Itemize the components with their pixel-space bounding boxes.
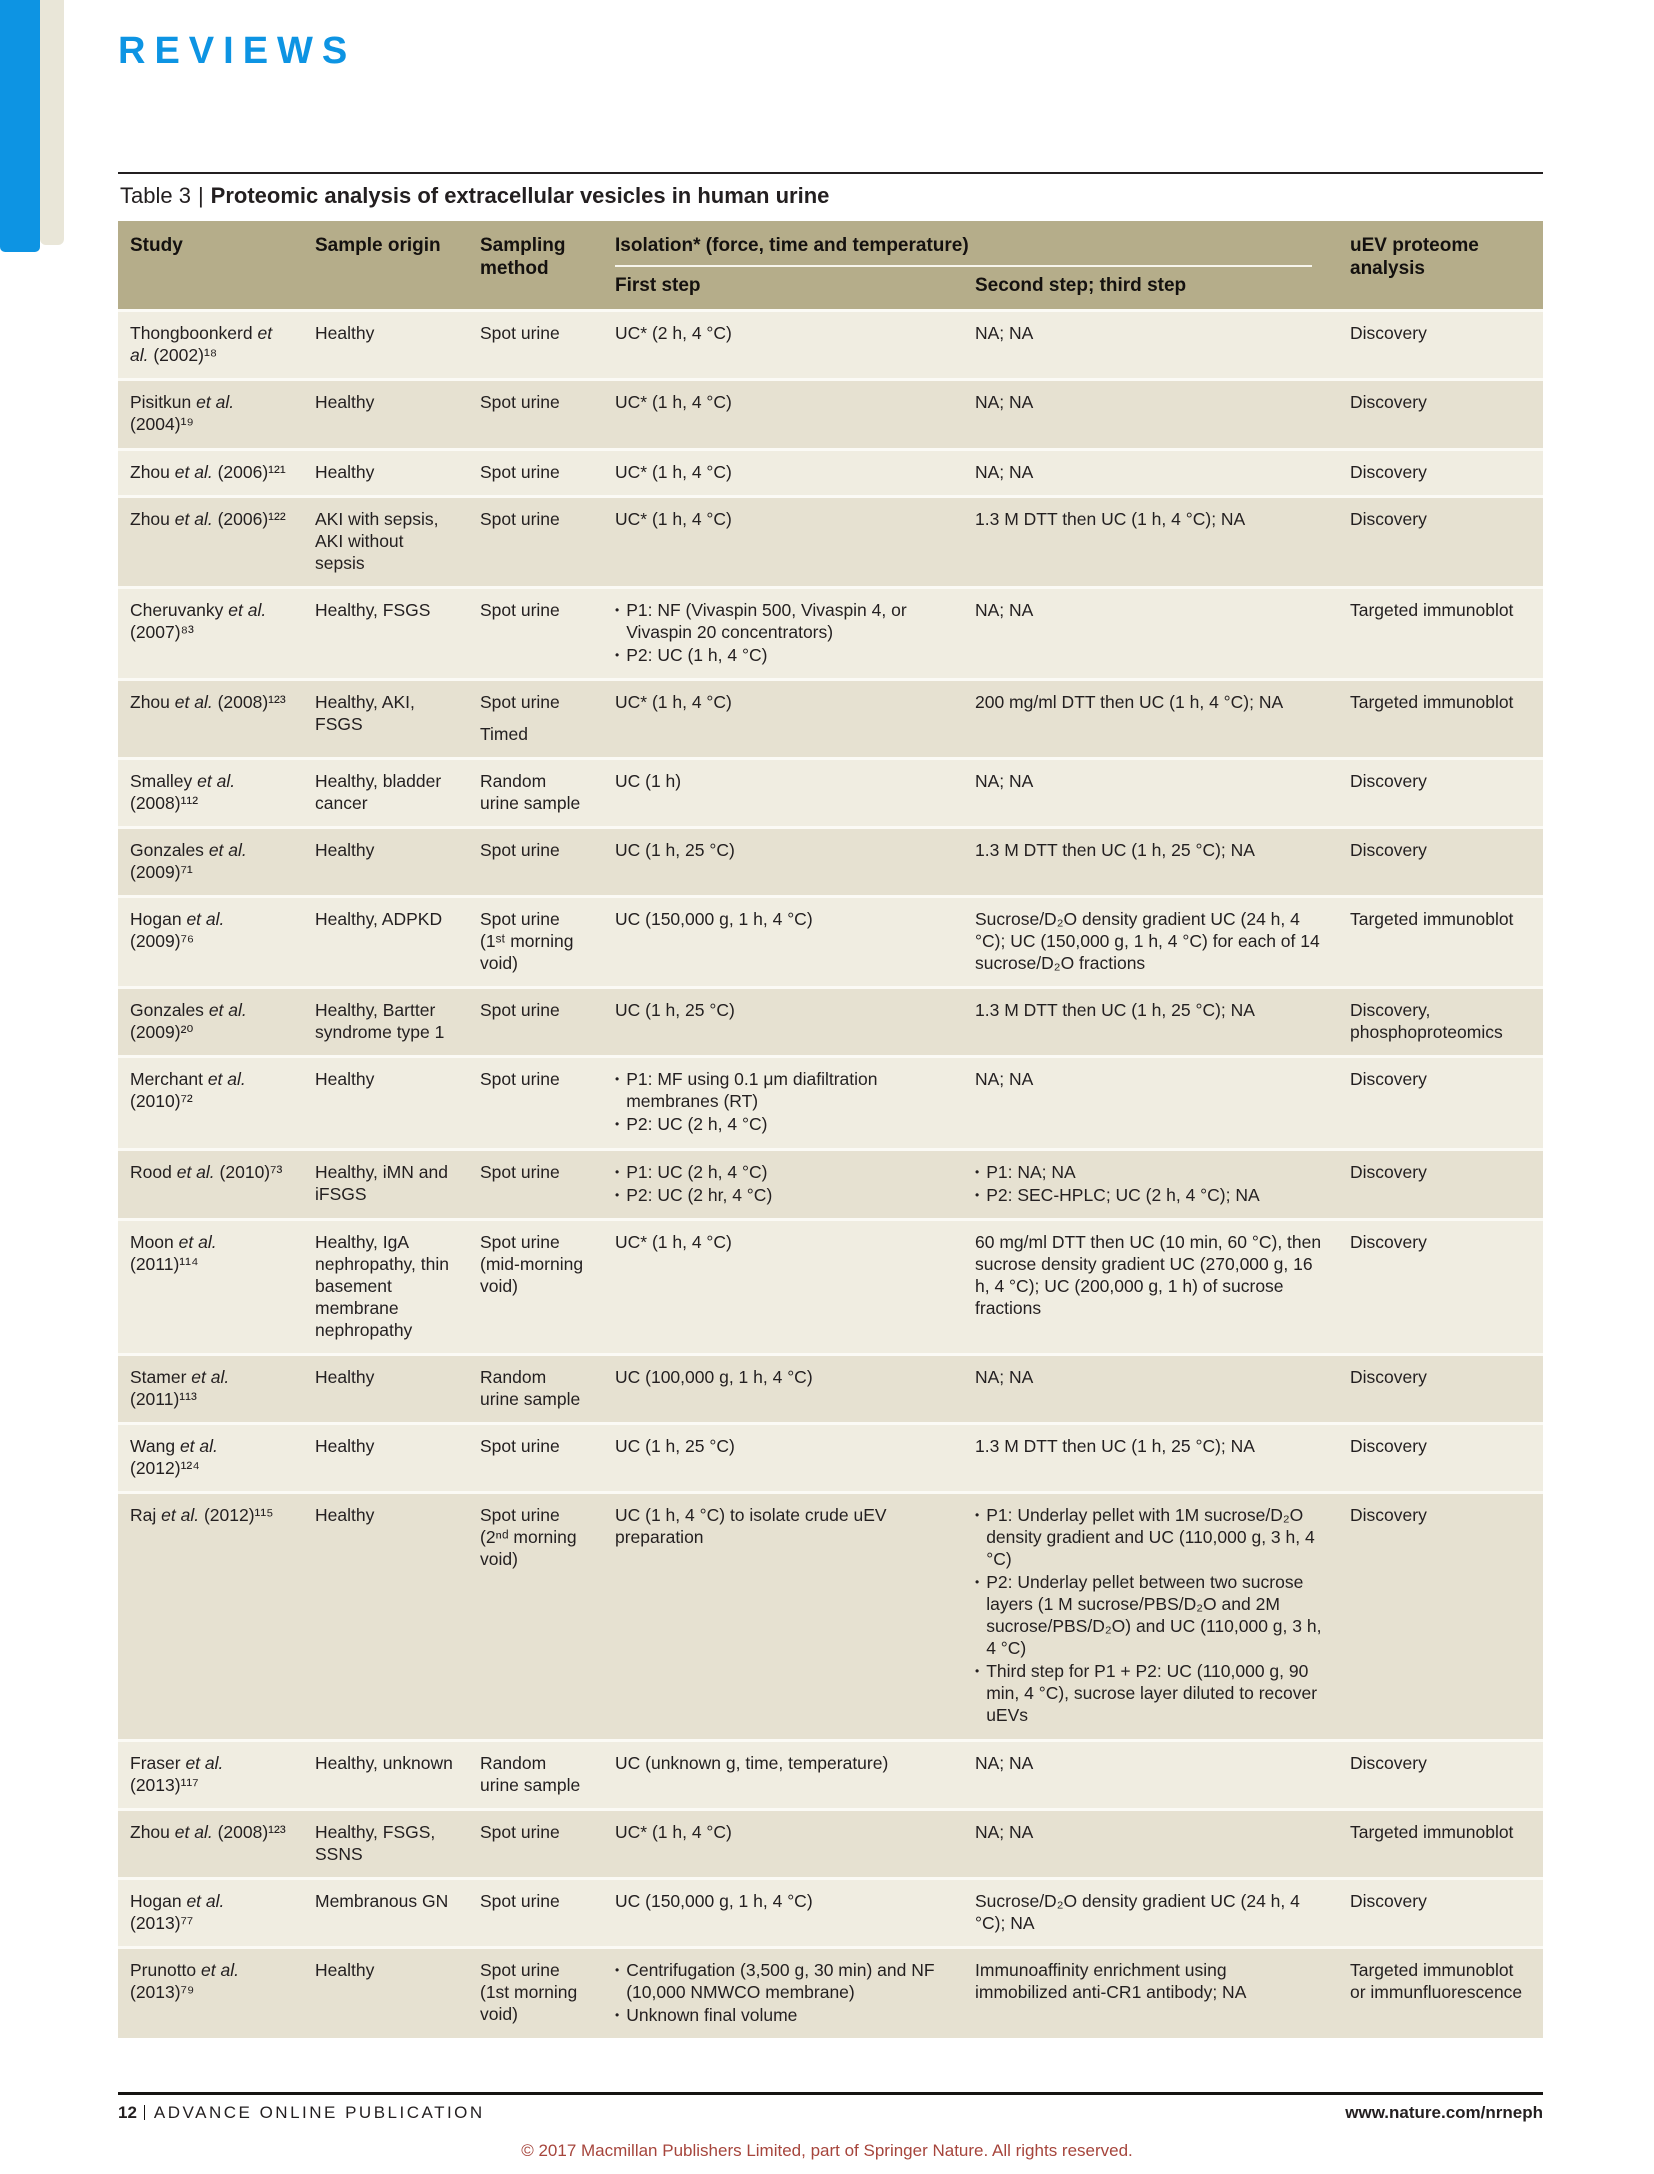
sampling-method-cell: Spot urine <box>480 461 560 482</box>
study-cell <box>118 451 303 495</box>
table-container <box>118 172 1543 2038</box>
study-cell <box>118 1742 303 1808</box>
study-etal: et al. <box>208 840 247 861</box>
bullet-text: P1: Underlay pellet with 1M sucrose/D₂O density gradient and UC (110,000 g, 3 h, 4 °C) <box>986 1505 1315 1570</box>
bullet-item <box>615 1959 948 2003</box>
isolation-first-step-cell: UC (150,000 g, 1 h, 4 °C) <box>615 909 813 930</box>
bullet-item <box>615 1113 948 1135</box>
study-year-ref: (2002)¹⁸ <box>153 345 218 366</box>
table-row <box>118 986 1543 1055</box>
col-header-sample-origin: Sample origin <box>315 235 441 256</box>
isolation-subheaders <box>603 267 1338 309</box>
study-authors: Thongboonkerd <box>130 323 253 344</box>
bullet-marker: • <box>975 1508 980 1523</box>
bullet-text: Third step for P1 + P2: UC (110,000 g, 90 min, 4 °C), sucrose layer diluted to recover uEVs <box>986 1661 1318 1726</box>
bullet-marker: • <box>975 1164 980 1179</box>
table-number: Table 3 <box>120 183 191 208</box>
study-year-ref: (2004)¹⁹ <box>130 414 194 435</box>
study-etal: et al. <box>186 909 225 930</box>
study-authors: Gonzales <box>130 1000 204 1021</box>
uev-analysis-cell: Targeted immunoblot <box>1350 691 1514 712</box>
study-etal: et al. <box>174 508 213 529</box>
table-title-text: Proteomic analysis of extracellular vesicles in human urine <box>210 183 830 208</box>
bullet-text: P2: SEC-HPLC; UC (2 h, 4 °C); NA <box>986 1184 1260 1205</box>
table-row <box>118 1422 1543 1491</box>
study-year-ref: (2011)¹¹³ <box>130 1388 197 1409</box>
study-year-ref: (2009)²⁰ <box>130 1022 194 1043</box>
study-authors: Hogan <box>130 909 182 930</box>
study-etal: et al. <box>176 1161 215 1182</box>
col-header-isolation-group <box>603 221 1338 309</box>
sampling-method-cell: Spot urine (1ˢᵗ morning void) <box>480 909 574 974</box>
study-cell <box>118 1356 303 1422</box>
study-authors: Raj <box>130 1505 157 1526</box>
sample-origin-cell: Healthy <box>315 1366 375 1387</box>
table-title-separator: | <box>197 183 204 208</box>
study-year-ref: (2010)⁷³ <box>219 1161 283 1182</box>
study-cell <box>118 681 303 757</box>
study-authors: Zhou <box>130 461 170 482</box>
sampling-method-cell: Spot urine <box>480 1821 560 1842</box>
table-row <box>118 678 1543 757</box>
bullet-item <box>615 1068 948 1112</box>
study-cell <box>118 1058 303 1147</box>
sample-origin-cell: AKI with sepsis, AKI without sepsis <box>315 508 439 573</box>
uev-analysis-cell: Discovery <box>1350 1069 1427 1090</box>
study-etal: et al. <box>179 1435 218 1456</box>
bullet-item <box>975 1504 1323 1570</box>
table-row <box>118 1353 1543 1422</box>
study-year-ref: (2006)¹²¹ <box>217 461 286 482</box>
study-etal: et al. <box>186 1890 225 1911</box>
uev-analysis-cell: Discovery <box>1350 1231 1427 1252</box>
bullet-item <box>975 1161 1323 1183</box>
uev-analysis-cell: Discovery <box>1350 392 1427 413</box>
isolation-second-step-cell: NA; NA <box>975 461 1034 482</box>
sample-origin-cell: Healthy <box>315 1435 375 1456</box>
sample-origin-cell: Healthy <box>315 392 375 413</box>
isolation-second-step-cell: 1.3 M DTT then UC (1 h, 25 °C); NA <box>975 840 1255 861</box>
uev-analysis-cell: Discovery <box>1350 461 1427 482</box>
uev-analysis-cell: Discovery <box>1350 840 1427 861</box>
isolation-second-step-cell: 60 mg/ml DTT then UC (10 min, 60 °C), then sucrose density gradient UC (270,000 g, 16 h, 4 °C); UC (200,000 g, 1 h) of sucrose fractions <box>975 1231 1322 1318</box>
uev-analysis-cell: Discovery <box>1350 508 1427 529</box>
bullet-item <box>975 1184 1323 1206</box>
study-year-ref: (2011)¹¹⁴ <box>130 1253 199 1274</box>
table-row <box>118 448 1543 495</box>
page-footer <box>118 2092 1543 2123</box>
sampling-method-cell: Spot urine (mid-morning void) <box>480 1231 584 1296</box>
isolation-first-step-cell <box>603 1151 963 1218</box>
uev-analysis-cell: Discovery <box>1350 1366 1427 1387</box>
isolation-first-step-cell: UC (1 h, 4 °C) to isolate crude uEV preparation <box>615 1505 887 1548</box>
study-cell <box>118 498 303 586</box>
study-cell <box>118 760 303 826</box>
uev-analysis-cell: Discovery <box>1350 1505 1427 1526</box>
sample-origin-cell: Healthy, Bartter syndrome type 1 <box>315 1000 445 1043</box>
study-cell <box>118 589 303 678</box>
study-authors: Hogan <box>130 1890 182 1911</box>
study-etal: et al. <box>130 323 273 366</box>
isolation-second-step-cell <box>963 1494 1338 1738</box>
table-row <box>118 1877 1543 1946</box>
bullet-marker: • <box>615 1117 620 1132</box>
bullet-item <box>975 1571 1323 1659</box>
isolation-first-step-cell: UC (1 h, 25 °C) <box>615 840 735 861</box>
copyright-notice: © 2017 Macmillan Publishers Limited, part of Springer Nature. All rights reserved. <box>521 2141 1133 2160</box>
sampling-method-cell: Spot urine <box>480 1069 560 1090</box>
footer-separator <box>144 2105 145 2120</box>
sampling-method-cell: Spot urine <box>480 392 560 413</box>
isolation-second-step-cell: Immunoaffinity enrichment using immobilized anti-CR1 antibody; NA <box>975 1959 1247 2002</box>
isolation-first-step-cell: UC* (2 h, 4 °C) <box>615 323 732 344</box>
bullet-marker: • <box>975 1575 980 1590</box>
table-row <box>118 1808 1543 1877</box>
study-year-ref: (2013)⁷⁷ <box>130 1912 194 1933</box>
table-row <box>118 586 1543 678</box>
bullet-text: P2: Underlay pellet between two sucrose layers (1 M sucrose/PBS/D₂O and 2M sucrose/PBS/D₂O) and UC (110,000 g, 3 h, 4 °C) <box>986 1572 1322 1659</box>
study-etal: et al. <box>201 1959 239 1980</box>
study-cell <box>118 989 303 1055</box>
uev-analysis-cell: Discovery <box>1350 1435 1427 1456</box>
isolation-second-step-cell: Sucrose/D₂O density gradient UC (24 h, 4 °C); UC (150,000 g, 1 h, 4 °C) for each of 14 sucrose/D₂O fractions <box>975 909 1320 974</box>
cell-line: Timed <box>480 723 528 744</box>
col-header-uev-analysis: uEV proteome analysis <box>1350 235 1479 280</box>
study-authors: Merchant <box>130 1069 203 1090</box>
footer-publication-label: ADVANCE ONLINE PUBLICATION <box>153 2103 485 2122</box>
isolation-first-step-cell: UC (unknown g, time, temperature) <box>615 1752 889 1773</box>
sampling-method-cell: Spot urine <box>480 1000 560 1021</box>
sampling-method-cell: Random urine sample <box>480 1366 581 1409</box>
study-authors: Prunotto <box>130 1959 197 1980</box>
table-row <box>118 826 1543 895</box>
bullet-marker: • <box>615 1072 620 1087</box>
table-header <box>118 221 1543 309</box>
isolation-second-step-cell: NA; NA <box>975 323 1034 344</box>
footer-journal-url: www.nature.com/nrneph <box>1345 2103 1543 2122</box>
bullet-text: Centrifugation (3,500 g, 30 min) and NF (10,000 NMWCO membrane) <box>626 1959 935 2002</box>
bullet-item <box>975 1660 1323 1726</box>
isolation-second-step-cell: NA; NA <box>975 1366 1034 1387</box>
study-etal: et al. <box>191 1366 230 1387</box>
sample-origin-cell: Healthy <box>315 1505 375 1526</box>
isolation-second-step-cell: NA; NA <box>975 1821 1034 1842</box>
sample-origin-cell: Healthy <box>315 1959 375 1980</box>
sample-origin-cell: Membranous GN <box>315 1890 449 1911</box>
sample-origin-cell: Healthy, IgA nephropathy, thin basement membrane nephropathy <box>315 1231 449 1340</box>
sample-origin-cell: Healthy <box>315 840 375 861</box>
study-year-ref: (2013)⁷⁹ <box>130 1981 195 2002</box>
uev-analysis-cell: Targeted immunoblot or immunfluorescence <box>1350 1959 1523 2002</box>
sample-origin-cell: Healthy <box>315 323 375 344</box>
uev-analysis-cell: Discovery <box>1350 1890 1427 1911</box>
footer-left <box>118 2103 485 2123</box>
bullet-text: P2: UC (2 hr, 4 °C) <box>626 1184 773 1205</box>
study-cell <box>118 1151 303 1218</box>
isolation-first-step-cell <box>603 589 963 678</box>
study-year-ref: (2009)⁷¹ <box>130 862 193 883</box>
study-cell <box>118 898 303 986</box>
col-header-first-step: First step <box>615 275 701 297</box>
isolation-second-step-cell: 1.3 M DTT then UC (1 h, 25 °C); NA <box>975 1435 1255 1456</box>
bullet-marker: • <box>615 602 620 617</box>
study-etal: et al. <box>207 1069 246 1090</box>
table-row <box>118 895 1543 986</box>
bullet-item <box>615 644 948 666</box>
col-header-second-step: Second step; third step <box>975 275 1187 297</box>
bullet-marker: • <box>615 1187 620 1202</box>
sampling-method-cell: Spot urine <box>480 508 560 529</box>
isolation-first-step-cell: UC* (1 h, 4 °C) <box>615 1231 732 1252</box>
table-row <box>118 1218 1543 1353</box>
study-authors: Zhou <box>130 508 170 529</box>
isolation-first-step-cell: UC* (1 h, 4 °C) <box>615 392 732 413</box>
bullet-text: P1: NA; NA <box>986 1161 1076 1182</box>
isolation-first-step-cell: UC (1 h, 25 °C) <box>615 1435 735 1456</box>
sampling-method-cell: Spot urine (1st morning void) <box>480 1959 578 2024</box>
bullet-item <box>615 2004 948 2026</box>
uev-analysis-cell: Targeted immunoblot <box>1350 1821 1514 1842</box>
table-body <box>118 309 1543 2038</box>
study-authors: Smalley <box>130 770 193 791</box>
study-year-ref: (2008)¹²³ <box>217 1821 286 1842</box>
study-cell <box>118 1494 303 1738</box>
study-cell <box>118 1221 303 1353</box>
bullet-text: Unknown final volume <box>626 2004 798 2025</box>
uev-analysis-cell: Discovery, phosphoproteomics <box>1350 1000 1503 1043</box>
study-year-ref: (2009)⁷⁶ <box>130 931 195 952</box>
isolation-first-step-cell: UC* (1 h, 4 °C) <box>615 508 732 529</box>
study-cell <box>118 312 303 378</box>
study-year-ref: (2006)¹²² <box>217 508 286 529</box>
study-etal: et al. <box>178 1231 217 1252</box>
sampling-method-cell: Spot urine <box>480 1890 560 1911</box>
study-etal: et al. <box>197 770 236 791</box>
study-etal: et al. <box>174 1821 213 1842</box>
uev-analysis-cell: Discovery <box>1350 1752 1427 1773</box>
study-etal: et al. <box>174 461 213 482</box>
isolation-first-step-cell: UC* (1 h, 4 °C) <box>615 1821 732 1842</box>
table-row <box>118 1739 1543 1808</box>
study-year-ref: (2008)¹¹² <box>130 793 199 813</box>
bullet-marker: • <box>615 647 620 662</box>
isolation-group-label: Isolation* (force, time and temperature) <box>615 235 969 256</box>
sampling-method-cell: Spot urine <box>480 1435 560 1456</box>
table-row <box>118 1148 1543 1218</box>
col-header-sampling-method: Sampling method <box>480 235 566 280</box>
sampling-method-cell: Random urine sample <box>480 1752 581 1795</box>
study-year-ref: (2012)¹¹⁵ <box>203 1505 274 1526</box>
isolation-first-step-cell <box>603 1058 963 1147</box>
sampling-method-cell: Spot urine <box>480 599 560 620</box>
isolation-first-step-cell: UC* (1 h, 4 °C) <box>615 461 732 482</box>
study-etal: et al. <box>208 1000 247 1021</box>
study-etal: et al. <box>228 599 267 620</box>
study-authors: Moon <box>130 1231 174 1252</box>
sampling-method-cell: Spot urine <box>480 323 560 344</box>
bullet-text: P1: MF using 0.1 μm diafiltration membranes (RT) <box>626 1069 878 1112</box>
sampling-method-cell: Spot urine <box>480 840 560 861</box>
isolation-second-step-cell: 200 mg/ml DTT then UC (1 h, 4 °C); NA <box>975 691 1284 712</box>
col-header-study: Study <box>130 235 183 256</box>
bullet-marker: • <box>975 1664 980 1679</box>
bullet-item <box>615 599 948 643</box>
sample-origin-cell: Healthy, iMN and iFSGS <box>315 1161 448 1204</box>
uev-analysis-cell: Targeted immunoblot <box>1350 909 1514 930</box>
uev-analysis-cell: Discovery <box>1350 323 1427 344</box>
sampling-method-cell: Spot urine (2ⁿᵈ morning void) <box>480 1505 577 1570</box>
table-row <box>118 309 1543 378</box>
isolation-second-step-cell: Sucrose/D₂O density gradient UC (24 h, 4 °C); NA <box>975 1890 1300 1933</box>
study-year-ref: (2010)⁷² <box>130 1091 193 1112</box>
study-year-ref: (2008)¹²³ <box>217 691 286 712</box>
study-year-ref: (2012)¹²⁴ <box>130 1457 200 1478</box>
study-etal: et al. <box>196 392 235 413</box>
uev-analysis-cell: Discovery <box>1350 770 1427 791</box>
bullet-text: P1: UC (2 h, 4 °C) <box>626 1161 768 1182</box>
isolation-first-step-cell <box>603 1949 963 2038</box>
bullet-item <box>615 1184 948 1206</box>
bullet-marker: • <box>975 1187 980 1202</box>
bullet-item <box>615 1161 948 1183</box>
isolation-first-step-cell: UC* (1 h, 4 °C) <box>615 691 732 712</box>
study-cell <box>118 1880 303 1946</box>
table-row <box>118 757 1543 826</box>
isolation-second-step-cell: NA; NA <box>975 1069 1034 1090</box>
sampling-method-cell <box>468 681 603 757</box>
section-kicker: REVIEWS <box>118 30 357 72</box>
isolation-first-step-cell: UC (150,000 g, 1 h, 4 °C) <box>615 1890 813 1911</box>
uev-analysis-cell: Targeted immunoblot <box>1350 599 1514 620</box>
accent-bar-blue <box>0 0 40 252</box>
table-row <box>118 1946 1543 2038</box>
bullet-marker: • <box>615 1164 620 1179</box>
isolation-second-step-cell: NA; NA <box>975 599 1034 620</box>
study-authors: Gonzales <box>130 840 204 861</box>
table-row <box>118 1491 1543 1738</box>
table-row <box>118 495 1543 586</box>
accent-bar-beige <box>40 0 64 245</box>
study-etal: et al. <box>174 691 213 712</box>
sample-origin-cell: Healthy, FSGS, SSNS <box>315 1821 436 1864</box>
bullet-marker: • <box>615 2007 620 2022</box>
cell-line: Spot urine <box>480 691 560 712</box>
table-title <box>118 172 1543 221</box>
sample-origin-cell: Healthy, bladder cancer <box>315 770 442 813</box>
study-authors: Wang <box>130 1435 176 1456</box>
isolation-second-step-cell: NA; NA <box>975 392 1034 413</box>
isolation-second-step-cell: NA; NA <box>975 1752 1034 1773</box>
study-authors: Fraser <box>130 1752 181 1773</box>
sample-origin-cell: Healthy, FSGS <box>315 599 431 620</box>
sample-origin-cell: Healthy <box>315 461 375 482</box>
study-cell <box>118 829 303 895</box>
study-cell <box>118 1811 303 1877</box>
isolation-first-step-cell: UC (1 h, 25 °C) <box>615 1000 735 1021</box>
study-authors: Rood <box>130 1161 172 1182</box>
bullet-text: P1: NF (Vivaspin 500, Vivaspin 4, or Vivaspin 20 concentrators) <box>626 599 907 642</box>
table-row <box>118 1055 1543 1147</box>
sample-origin-cell: Healthy, unknown <box>315 1752 453 1773</box>
table-row <box>118 378 1543 447</box>
page-number: 12 <box>118 2103 137 2122</box>
isolation-second-step-cell: 1.3 M DTT then UC (1 h, 4 °C); NA <box>975 508 1246 529</box>
isolation-second-step-cell <box>963 1151 1338 1218</box>
study-authors: Cheruvanky <box>130 599 224 620</box>
sample-origin-cell: Healthy, AKI, FSGS <box>315 691 415 734</box>
isolation-first-step-cell: UC (1 h) <box>615 770 682 791</box>
bullet-text: P2: UC (2 h, 4 °C) <box>626 1114 768 1135</box>
study-authors: Zhou <box>130 691 170 712</box>
sampling-method-cell: Random urine sample <box>480 770 581 813</box>
bullet-marker: • <box>615 1962 620 1977</box>
sampling-method-cell: Spot urine <box>480 1161 560 1182</box>
study-authors: Stamer <box>130 1366 187 1387</box>
study-cell <box>118 1425 303 1491</box>
study-authors: Pisitkun <box>130 392 192 413</box>
isolation-first-step-cell: UC (100,000 g, 1 h, 4 °C) <box>615 1366 813 1387</box>
sample-origin-cell: Healthy, ADPKD <box>315 909 443 930</box>
isolation-second-step-cell: 1.3 M DTT then UC (1 h, 25 °C); NA <box>975 1000 1255 1021</box>
study-etal: et al. <box>185 1752 224 1773</box>
sample-origin-cell: Healthy <box>315 1069 375 1090</box>
study-cell <box>118 1949 303 2038</box>
study-authors: Zhou <box>130 1821 170 1842</box>
study-cell <box>118 381 303 447</box>
uev-analysis-cell: Discovery <box>1350 1161 1427 1182</box>
study-year-ref: (2013)¹¹⁷ <box>130 1774 199 1795</box>
bullet-text: P2: UC (1 h, 4 °C) <box>626 644 768 665</box>
study-year-ref: (2007)⁸³ <box>130 621 194 642</box>
study-etal: et al. <box>161 1505 200 1526</box>
isolation-second-step-cell: NA; NA <box>975 770 1034 791</box>
